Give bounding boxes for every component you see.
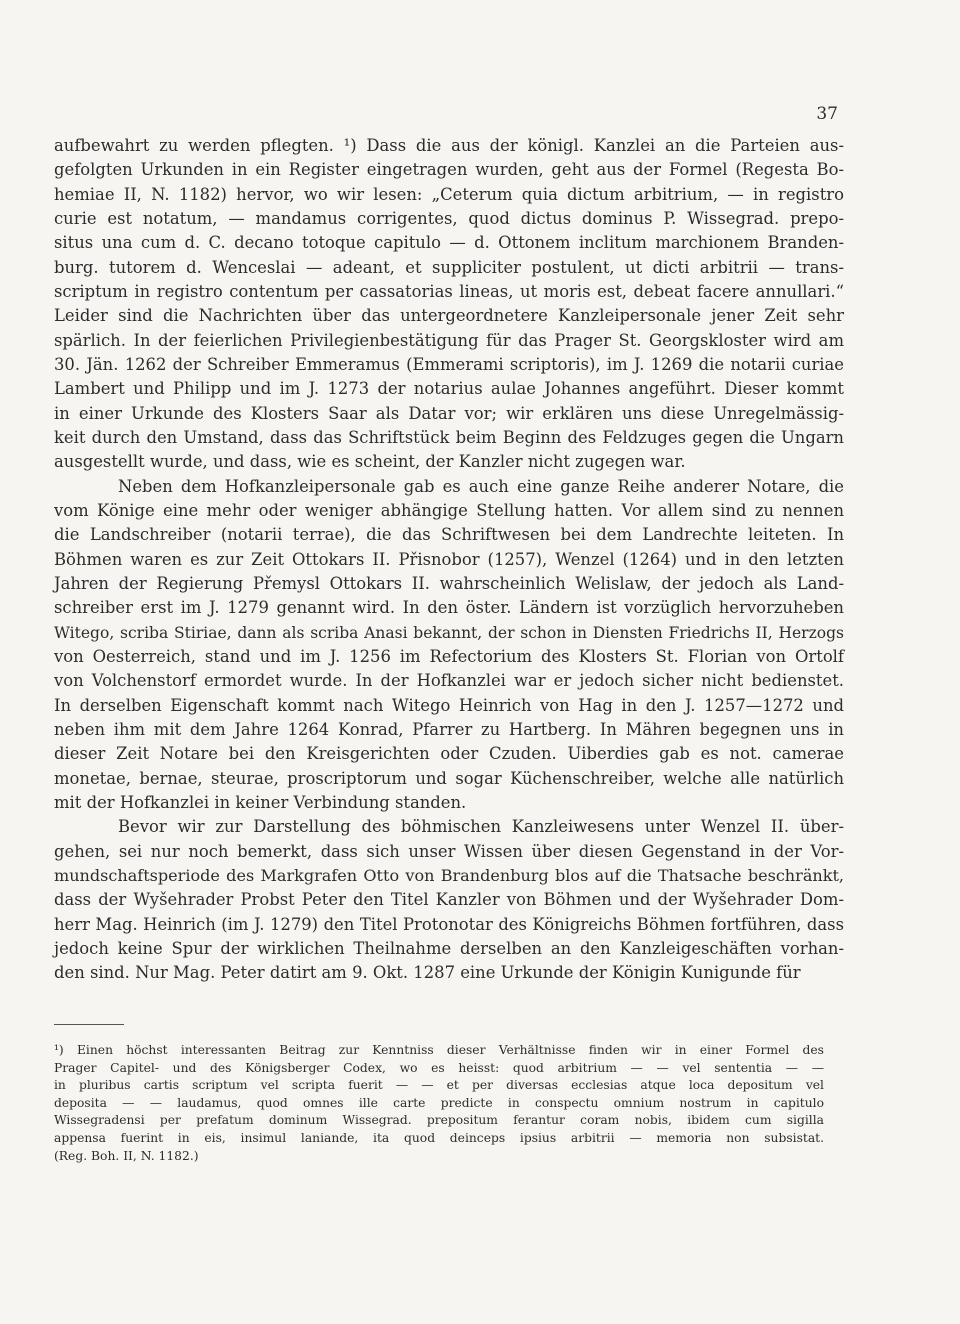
text-line: keit durch den Umstand, dass das Schriftstück beim Beginn des Feldzuges gegen die Ungarn	[54, 427, 844, 447]
footnote-line: (Reg. Boh. II, N. 1182.)	[54, 1148, 199, 1163]
footnote-line: ¹) Einen höchst interessanten Beitrag zur Kenntniss dieser Verhältnisse finden wir in einer Formel des	[54, 1043, 824, 1057]
text-line: von Oesterreich, stand und im J. 1256 im Refectorium des Klosters St. Florian von Ortolf	[54, 646, 844, 666]
text-line: monetae, bernae, steurae, proscriptorum und sogar Küchenschreiber, welche alle natürlich	[54, 768, 844, 788]
text-line: mit der Hofkanzlei in keiner Verbindung standen.	[54, 792, 467, 812]
text-line: Böhmen waren es zur Zeit Ottokars II. Přisnobor (1257), Wenzel (1264) und in den letzten	[54, 549, 844, 569]
text-line: scriptum in registro contentum per cassatorias lineas, ut moris est, debeat facere annullari.“	[54, 281, 844, 301]
text-line: hemiae II, N. 1182) hervor, wo wir lesen: „Ceterum quia dictum arbitrium, — in registro	[54, 184, 844, 204]
footnote-line: Wissegradensi per prefatum dominum Wissegrad. prepositum ferantur coram nobis, ibidem cum sigilla	[54, 1113, 824, 1128]
text-line: jedoch keine Spur der wirklichen Theilnahme derselben an den Kanzleigeschäften vorhan-	[54, 938, 844, 958]
text-line: Witego, scriba Stiriae, dann als scriba Anasi bekannt, der schon in Diensten Friedrichs II, Herzogs	[54, 623, 844, 642]
text-line: dieser Zeit Notare bei den Kreisgerichten oder Czuden. Uiberdies gab es not. camerae	[54, 744, 844, 764]
text-line: in einer Urkunde des Klosters Saar als Datar vor; wir erklären uns diese Unregelmässig-	[54, 403, 844, 423]
text-line: den sind. Nur Mag. Peter datirt am 9. Okt. 1287 eine Urkunde der Königin Kunigunde für	[54, 963, 801, 983]
text-line: Bevor wir zur Darstellung des böhmischen Kanzleiwesens unter Wenzel II. über-	[118, 817, 844, 837]
text-line: neben ihm mit dem Jahre 1264 Konrad, Pfarrer zu Hartberg. In Mähren begegnen uns in	[54, 719, 844, 739]
footnote-line: Prager Capitel- und des Königsberger Codex, wo es heisst: quod arbitrium — — vel sententia — —	[54, 1060, 824, 1075]
main-text	[54, 134, 844, 985]
page-number: 37	[816, 104, 838, 124]
text-line: aufbewahrt zu werden pflegten. ¹) Dass die aus der königl. Kanzlei an die Parteien aus-	[54, 136, 844, 155]
text-line: Leider sind die Nachrichten über das untergeordnetere Kanzleipersonale jener Zeit sehr	[54, 306, 844, 326]
text-line: Lambert und Philipp und im J. 1273 der notarius aulae Johannes angeführt. Dieser kommt	[54, 379, 844, 399]
text-line: vom Könige eine mehr oder weniger abhängige Stellung hatten. Vor allem sind zu nennen	[54, 500, 844, 520]
text-line: Neben dem Hofkanzleipersonale gab es auch eine ganze Reihe anderer Notare, die	[118, 476, 844, 496]
text-line: burg. tutorem d. Wenceslai — adeant, et suppliciter postulent, ut dicti arbitrii — trans-	[54, 257, 844, 277]
footnotes	[54, 1042, 824, 1165]
text-line: dass der Wyšehrader Probst Peter den Titel Kanzler von Böhmen und der Wyšehrader Dom-	[54, 890, 844, 910]
text-line: die Landschreiber (notarii terrae), die das Schriftwesen bei dem Landrechte leiteten. In	[54, 525, 844, 545]
footnote-divider	[54, 1024, 124, 1025]
footnote-line: in pluribus cartis scriptum vel scripta fuerit — — et per diversas ecclesias atque loca depositum vel	[54, 1078, 824, 1093]
text-line: 30. Jän. 1262 der Schreiber Emmeramus (Emmerami scriptoris), im J. 1269 die notarii curiae	[54, 354, 844, 374]
text-line: ausgestellt wurde, und dass, wie es scheint, der Kanzler nicht zugegen war.	[54, 452, 686, 472]
text-line: schreiber erst im J. 1279 genannt wird. In den öster. Ländern ist vorzüglich hervorzuheben	[54, 598, 844, 618]
text-line: herr Mag. Heinrich (im J. 1279) den Titel Protonotar des Königreichs Böhmen fortführen, dass	[54, 914, 844, 934]
text-line: gehen, sei nur noch bemerkt, dass sich unser Wissen über diesen Gegenstand in der Vor-	[54, 841, 844, 861]
paragraph	[54, 815, 844, 985]
paragraph	[54, 475, 844, 816]
footnote-line: deposita — — laudamus, quod omnes ille carte predicte in conspectu omnium nostrum in capitulo	[54, 1095, 824, 1110]
text-line: von Volchenstorf ermordet wurde. In der Hofkanzlei war er jedoch sicher nicht bedienstet.	[54, 671, 844, 691]
text-line: situs una cum d. C. decano totoque capitulo — d. Ottonem inclitum marchionem Branden-	[54, 233, 844, 253]
text-line: In derselben Eigenschaft kommt nach Witego Heinrich von Hag in den J. 1257—1272 und	[54, 695, 844, 715]
footnote-line: appensa fuerint in eis, insimul laniande, ita quod deinceps ipsius arbitrii — memoria non subsistat.	[54, 1130, 824, 1145]
text-line: gefolgten Urkunden in ein Register eingetragen wurden, geht aus der Formel (Regesta Bo-	[54, 160, 844, 180]
text-line: curie est notatum, — mandamus corrigentes, quod dictus dominus P. Wissegrad. prepo-	[54, 208, 844, 228]
text-line: mundschaftsperiode des Markgrafen Otto von Brandenburg blos auf die Thatsache beschränkt,	[54, 865, 844, 885]
text-line: Jahren der Regierung Přemysl Ottokars II. wahrscheinlich Welislaw, der jedoch als Land-	[54, 573, 844, 593]
paragraph	[54, 134, 844, 475]
text-line: spärlich. In der feierlichen Privilegienbestätigung für das Prager St. Georgskloster wird am	[54, 330, 844, 350]
